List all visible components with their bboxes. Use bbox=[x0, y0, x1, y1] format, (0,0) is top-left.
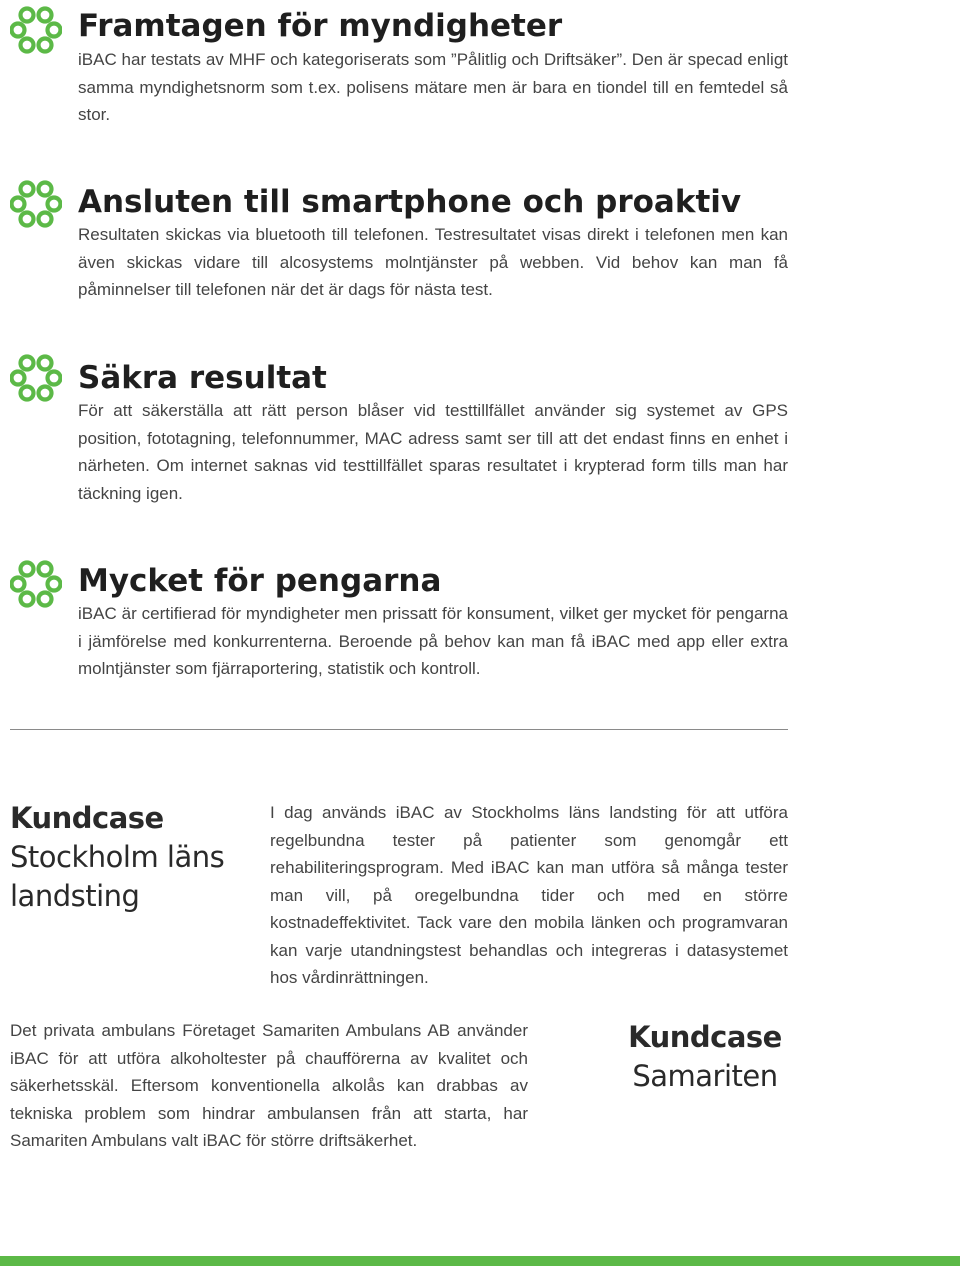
feature-body: iBAC är certifierad för myndigheter men prissatt för konsument, vilket ger mycket för pengarna i jämförelse med konkurrenterna. Beroende på behov kan man få iBAC med app eller extra molntjänster som fjärraportering, statistik och kontroll. bbox=[78, 604, 788, 678]
case-label: Kundcase bbox=[628, 1020, 782, 1054]
case-name-line1: Stockholm läns bbox=[10, 840, 225, 874]
clover-logo-icon-svg bbox=[10, 558, 62, 610]
clover-logo-icon-svg bbox=[10, 178, 62, 230]
clover-logo-icon bbox=[10, 4, 62, 56]
feature-title: Mycket för pengarna bbox=[78, 563, 442, 599]
feature-title: Ansluten till smartphone och proaktiv bbox=[78, 184, 742, 220]
clover-logo-icon-svg bbox=[10, 352, 62, 404]
feature-body: För att säkerställa att rätt person blåser vid testtillfället använder sig systemet av GPS position, fototagning, telefonnummer, MAC adress samt ser till att det endast finns en enhet i närheten. Om internet saknas vid testtillfället sparas resultatet i krypterad form tills man har täckning igen. bbox=[78, 401, 788, 503]
clover-logo-icon bbox=[10, 558, 62, 610]
case-name-line2: landsting bbox=[10, 879, 140, 913]
clover-logo-icon-svg bbox=[10, 4, 62, 56]
case-label: Kundcase bbox=[10, 801, 164, 835]
feature-body: Resultaten skickas via bluetooth till telefonen. Testresultatet visas direkt i telefonen men kan även skickas vidare till alcosystems molntjänster på webben. Vid behov kan man få påminnelser till telefonen när det är dags för nästa test. bbox=[78, 225, 788, 299]
case-name-line1: Samariten bbox=[632, 1059, 778, 1093]
case-body-samariten: Det privata ambulans Företaget Samariten Ambulans AB använder iBAC för att utföra alkoholtester på chaufförerna av kvalitet och säkerhetsskäl. Eftersom konventionella alkolås kan drabbas av tekniska problem som hindrar ambulansen från att starta, har Samariten Ambulans valt iBAC för större driftsäkerhet. bbox=[10, 1021, 528, 1150]
clover-logo-icon bbox=[10, 178, 62, 230]
feature-title: Framtagen för myndigheter bbox=[78, 8, 563, 44]
section-divider bbox=[10, 729, 788, 730]
clover-logo-icon bbox=[10, 352, 62, 404]
case-title-stockholm bbox=[10, 798, 250, 916]
feature-title: Säkra resultat bbox=[78, 360, 327, 396]
case-title-samariten bbox=[600, 1017, 810, 1096]
case-body-stockholm: I dag används iBAC av Stockholms läns landsting för att utföra regelbundna tester på patienter som genomgår ett rehabiliteringsprogram. Med iBAC kan man utföra så många tester man vill, på oregelbundna tider och med en större kostnadeffektivitet. Tack vare den mobila länken och programvaran kan varje utandningstest behandlas och integreras i datasystemet hos vårdinrättningen. bbox=[270, 803, 788, 987]
bottom-accent-bar bbox=[0, 1256, 960, 1266]
feature-body: iBAC har testats av MHF och kategoriserats som ”Pålitlig och Driftsäker”. Den är specad enligt samma myndighetsnorm som t.ex. polisens mätare men är bara en tiondel till en femtedel så stor. bbox=[78, 50, 788, 124]
